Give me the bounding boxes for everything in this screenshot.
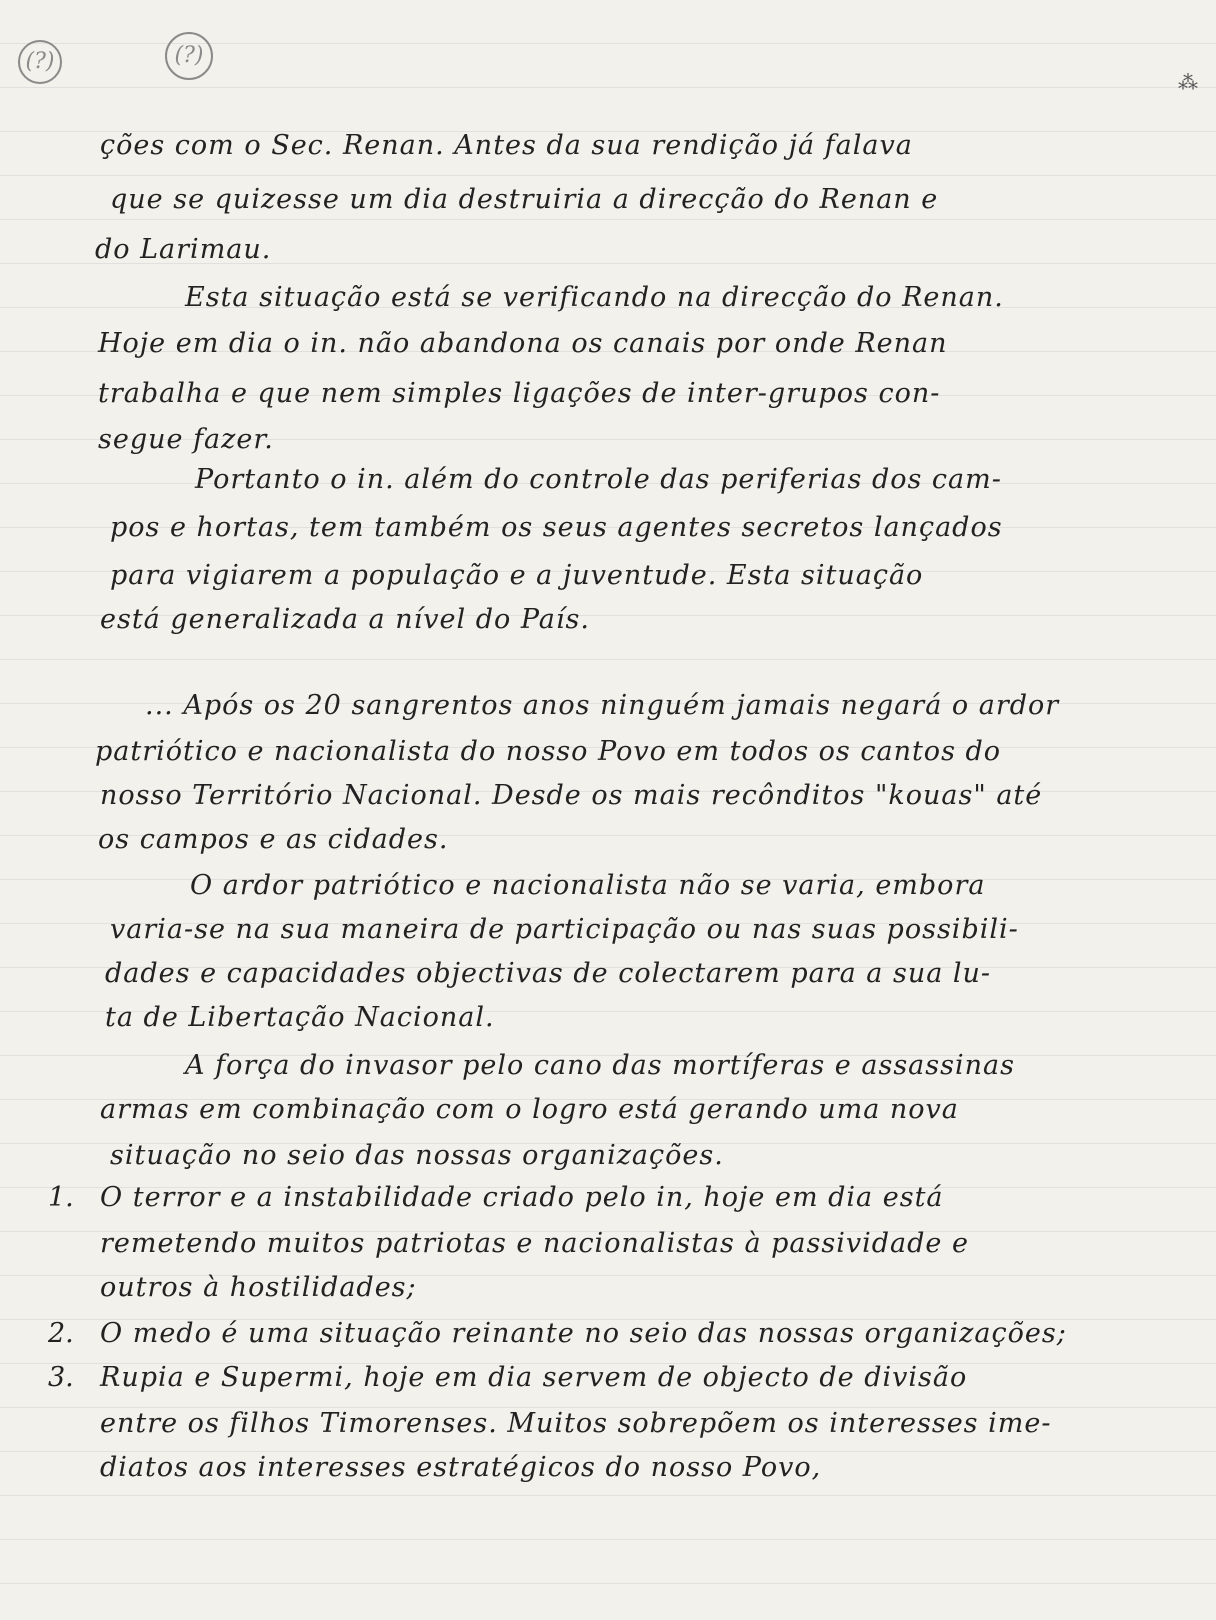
text-line: para vigiarem a população e a juventude. Esta situação	[110, 560, 924, 591]
page-number-mark: (?)	[165, 32, 213, 80]
text-line: diatos aos interesses estratégicos do nosso Povo,	[100, 1452, 822, 1483]
text-line: O ardor patriótico e nacionalista não se varia, embora	[190, 870, 986, 901]
text-line: Esta situação está se verificando na direcção do Renan.	[185, 282, 1004, 313]
text-line: O medo é uma situação reinante no seio das nossas organizações;	[100, 1318, 1067, 1349]
text-line: pos e hortas, tem também os seus agentes secretos lançados	[110, 512, 1003, 543]
list-number: 3.	[48, 1362, 74, 1393]
text-line: outros à hostilidades;	[100, 1272, 417, 1303]
text-line: A força do invasor pelo cano das mortíferas e assassinas	[185, 1050, 1015, 1081]
list-number: 2.	[48, 1318, 74, 1349]
text-line: armas em combinação com o logro está gerando uma nova	[100, 1094, 959, 1125]
text-line: nosso Território Nacional. Desde os mais recônditos "kouas" até	[100, 780, 1043, 811]
text-line: entre os filhos Timorenses. Muitos sobrepõem os interesses ime-	[100, 1408, 1052, 1439]
text-line: Hoje em dia o in. não abandona os canais por onde Renan	[98, 328, 948, 359]
text-line: os campos e as cidades.	[98, 824, 449, 855]
text-line: situação no seio das nossas organizações.	[110, 1140, 724, 1171]
text-line: que se quizesse um dia destruiria a direcção do Renan e	[110, 184, 939, 215]
corner-mark: ⁂	[1178, 70, 1198, 94]
text-line: está generalizada a nível do País.	[100, 604, 590, 635]
text-line: segue fazer.	[98, 424, 274, 455]
text-line: patriótico e nacionalista do nosso Povo em todos os cantos do	[95, 736, 1002, 767]
text-line: ... Após os 20 sangrentos anos ninguém jamais negará o ardor	[145, 690, 1060, 721]
text-line: remetendo muitos patriotas e nacionalistas à passividade e	[100, 1228, 969, 1259]
text-line: dades e capacidades objectivas de colectarem para a sua lu-	[105, 958, 992, 989]
page-number-mark: (?)	[18, 40, 62, 84]
text-line: varia-se na sua maneira de participação ou nas suas possibili-	[110, 914, 1019, 945]
text-line: O terror e a instabilidade criado pelo in, hoje em dia está	[100, 1182, 944, 1213]
text-line: Portanto o in. além do controle das periferias dos cam-	[195, 464, 1002, 495]
text-line: Rupia e Supermi, hoje em dia servem de objecto de divisão	[100, 1362, 968, 1393]
text-line: ções com o Sec. Renan. Antes da sua rendição já falava	[100, 130, 913, 161]
text-line: ta de Libertação Nacional.	[105, 1002, 495, 1033]
text-line: trabalha e que nem simples ligações de inter-grupos con-	[98, 378, 941, 409]
list-number: 1.	[48, 1182, 74, 1213]
text-line: do Larimau.	[95, 234, 272, 265]
